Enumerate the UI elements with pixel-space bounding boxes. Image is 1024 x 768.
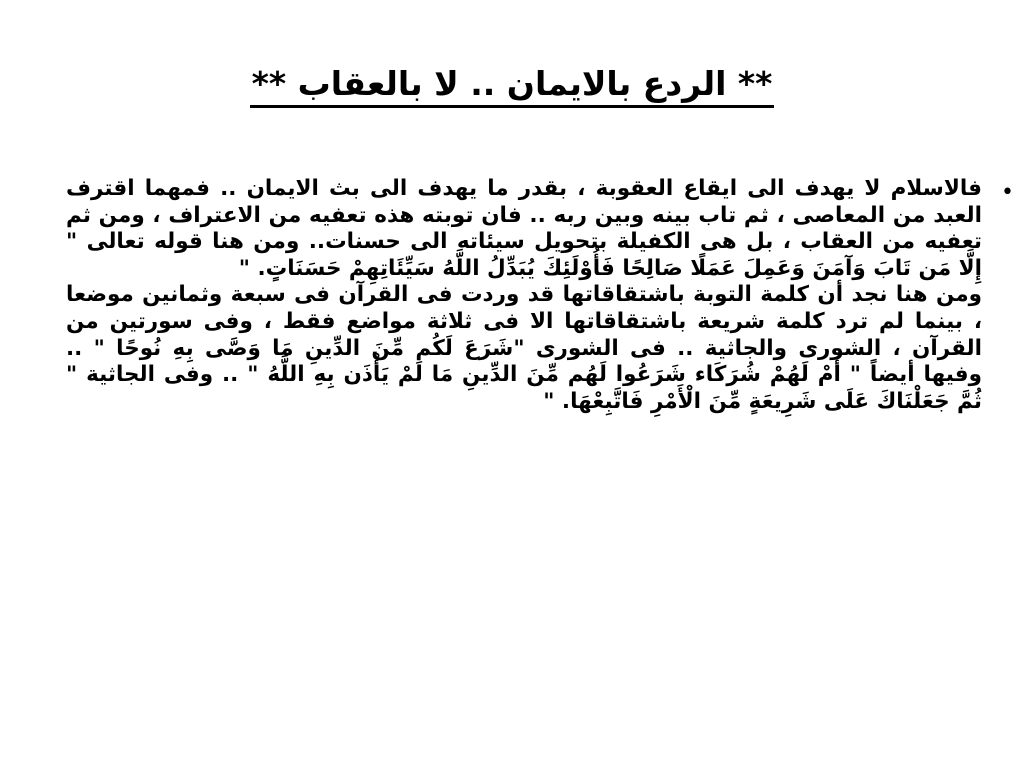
slide-content (66, 176, 1014, 415)
slide-title-text: ** الردع بالايمان .. لا بالعقاب ** (250, 64, 775, 108)
slide-title (0, 62, 1024, 106)
paragraph-2: ومن هنا نجد أن كلمة التوبة باشتقاقاتها قد وردت فى القرآن فى سبعة وثمانين موضعا ، بينما لم ترد كلمة شريعة باشتقاقاتها الا فى ثلاثة مواضع فقط ، وفى سورتين من القرآن ، الشورى والجاثية .. فى الشورى "شَرَعَ لَكُم مِّنَ الدِّينِ مَا وَصَّى بِهِ نُوحًا " .. وفيها أيضاً " أَمْ لَهُمْ شُرَكَاء شَرَعُوا لَهُم مِّنَ الدِّينِ مَا لَمْ يَأْذَن بِهِ اللَّهُ " .. وفى الجاثية " ثُمَّ جَعَلْنَاكَ عَلَى شَرِيعَةٍ مِّنَ الْأَمْرِ فَاتَّبِعْهَا. " (66, 282, 982, 414)
body-text (66, 176, 982, 415)
paragraph-1: فالاسلام لا يهدف الى ايقاع العقوبة ، بقدر ما يهدف الى بث الايمان .. فمهما اقترف العبد من المعاصى ، ثم تاب بينه وبين ربه .. فان توبته هذه تعفيه من الاعتراف ، ومن ثم تعفيه من العقاب ، بل هى الكفيلة بتحويل سيئاته الى حسنات.. ومن هنا قوله تعالى " إِلَّا مَن تَابَ وَآمَنَ وَعَمِلَ عَمَلًا صَالِحًا فَأُوْلَئِكَ يُبَدِّلُ اللَّهُ سَيِّئَاتِهِمْ حَسَنَاتٍ. " (66, 176, 982, 281)
bullet-icon: • (1001, 180, 1014, 205)
